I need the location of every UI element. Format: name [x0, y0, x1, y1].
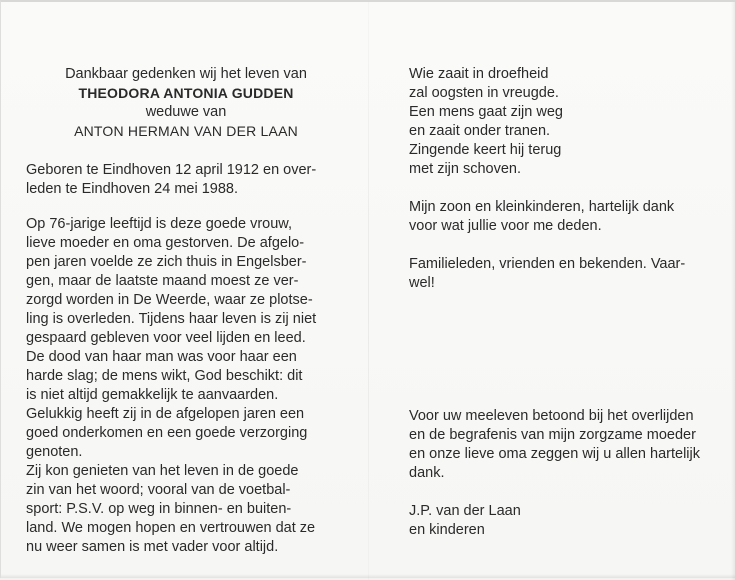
life-line: Gelukkig heeft zij in de afgelopen jaren een	[26, 406, 305, 422]
left-panel	[26, 65, 346, 557]
poem-line: en zaait onder tranen.	[409, 123, 551, 139]
husband-name: ANTON HERMAN VAN DER LAAN	[74, 123, 298, 139]
condolence-paragraph	[409, 407, 714, 483]
life-line: sport: P.S.V. op weg in binnen- en buiten-	[26, 501, 292, 517]
condolence-line: dank.	[409, 465, 445, 481]
condolence-line: en onze lieve oma zeggen wij u allen hartelijk	[409, 446, 700, 462]
condolence-line: en de begrafenis van mijn zorgzame moeder	[409, 427, 696, 443]
deceased-name: THEODORA ANTONIA GUDDEN	[78, 85, 294, 101]
farewell-line: wel!	[409, 275, 435, 291]
poem-line: Een mens gaat zijn weg	[409, 104, 563, 120]
poem-line: zal oogsten in vreugde.	[409, 85, 559, 101]
birth-death-line: Geboren te Eindhoven 12 april 1912 en over-	[26, 162, 317, 178]
thanks-line: voor wat jullie voor me deden.	[409, 218, 602, 234]
signature-line: en kinderen	[409, 522, 485, 538]
life-line: goed onderkomen en een goede verzorging	[26, 425, 308, 441]
condolence-line: Voor uw meeleven betoond bij het overlijden	[409, 408, 694, 424]
intro-text: Dankbaar gedenken wij het leven van	[65, 66, 307, 82]
life-line: gen, maar de laatste maand moest ze ver-	[26, 273, 299, 289]
card-bottom-shadow	[1, 574, 735, 578]
life-line: zin van het woord; vooral van de voetbal-	[26, 482, 291, 498]
card-right-shadow	[731, 2, 735, 580]
life-line: genoten.	[26, 444, 83, 460]
life-line: harde slag; de mens wikt, God beschikt: dit	[26, 368, 303, 384]
life-line: zorgd worden in De Weerde, waar ze plotse-	[26, 292, 313, 308]
signature-line: J.P. van der Laan	[409, 503, 521, 519]
life-line: Op 76-jarige leeftijd is deze goede vrouw,	[26, 216, 292, 232]
poem	[409, 65, 714, 179]
signature	[409, 502, 714, 540]
right-panel	[409, 65, 714, 293]
farewell-paragraph	[409, 255, 714, 293]
life-paragraph	[26, 215, 346, 557]
life-line: nu weer samen is met vader voor altijd.	[26, 539, 279, 555]
life-line: gespaard gebleven voor veel lijden en leed.	[26, 330, 306, 346]
life-line: lieve moeder en oma gestorven. De afgelo-	[26, 235, 305, 251]
card-fold	[368, 2, 369, 580]
condolence-block	[409, 407, 714, 540]
life-line: is niet altijd gemakkelijk te aanvaarden.	[26, 387, 279, 403]
life-line: pen jaren voelde ze zich thuis in Engelsber-	[26, 254, 307, 270]
poem-line: met zijn schoven.	[409, 161, 522, 177]
relation-text: weduwe van	[145, 104, 227, 120]
poem-line: Wie zaait in droefheid	[409, 66, 549, 82]
poem-line: Zingende keert hij terug	[409, 142, 562, 158]
thanks-line: Mijn zoon en kleinkinderen, hartelijk dank	[409, 199, 675, 215]
birth-death-line: leden te Eindhoven 24 mei 1988.	[26, 181, 239, 197]
farewell-line: Familieleden, vrienden en bekenden. Vaar-	[409, 256, 686, 272]
life-line: land. We mogen hopen en vertrouwen dat ze	[26, 520, 316, 536]
thanks-paragraph	[409, 198, 714, 236]
birth-death-paragraph	[26, 161, 346, 199]
life-line: Zij kon genieten van het leven in de goede	[26, 463, 299, 479]
life-line: De dood van haar man was voor haar een	[26, 349, 297, 365]
life-line: ling is overleden. Tijdens haar leven is zij niet	[26, 311, 317, 327]
